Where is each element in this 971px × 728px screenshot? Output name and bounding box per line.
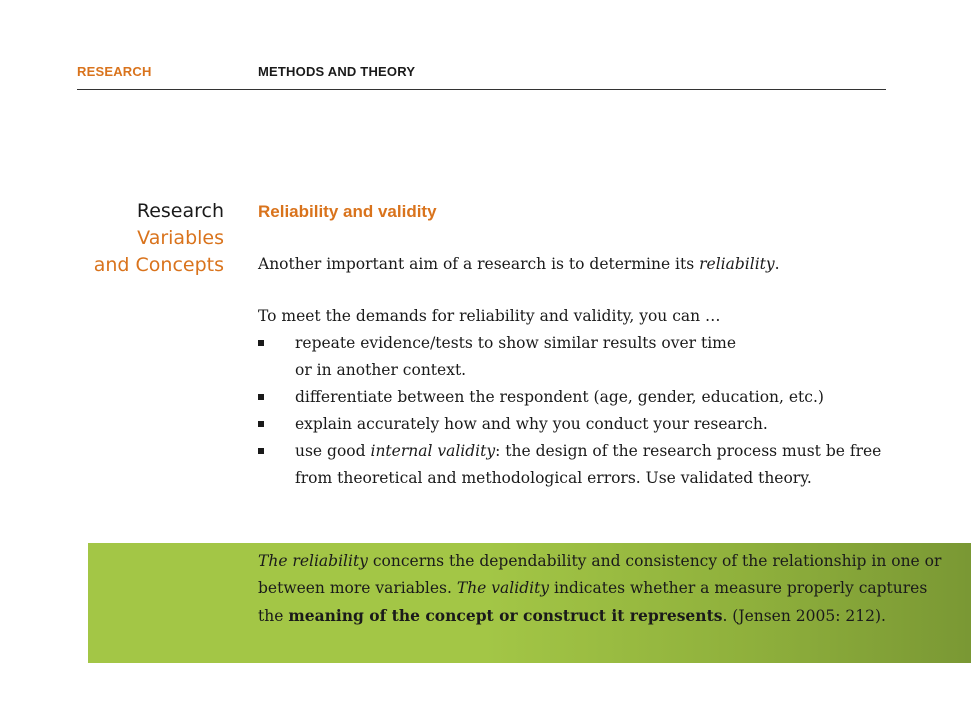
paragraph-demands: To meet the demands for reliability and validity, you can … (258, 307, 721, 325)
list-item (258, 411, 948, 438)
list-item (258, 384, 948, 411)
quote-text: concerns the dependability and consistency of the relationship in one or between more variables. (258, 552, 942, 597)
list-item-text: explain accurately how and why you conduct your research. (295, 415, 768, 433)
quote-emphasis-validity: The validity (456, 579, 550, 597)
main-content (258, 198, 948, 492)
list-item-text: repeate evidence/tests to show similar results over time (295, 334, 737, 352)
list-item-text-continued: from theoretical and methodological errors. Use validated theory. (295, 469, 812, 487)
list-item-text (295, 438, 948, 465)
quote-citation: . (Jensen 2005: 212). (722, 607, 886, 625)
square-bullet-icon (258, 394, 264, 400)
paragraph-text: Another important aim of a research is to determine its (258, 255, 700, 273)
quote-emphasis-reliability: The reliability (258, 552, 368, 570)
square-bullet-icon (258, 340, 264, 346)
square-bullet-icon (258, 421, 264, 427)
quote-block (258, 548, 948, 630)
header-title: METHODS AND THEORY (258, 64, 416, 79)
quote-text: indicates whether a measure properly captures the (258, 579, 928, 625)
header-divider (77, 89, 886, 90)
square-bullet-icon (258, 448, 264, 454)
header-section-label: RESEARCH (77, 64, 152, 79)
list-item-text-post: : the design of the research process must be free (495, 442, 882, 460)
bullet-list (258, 330, 948, 492)
list-item-text: differentiate between the respondent (age, gender, education, etc.) (295, 388, 824, 406)
list-item-text-pre: use good (295, 442, 371, 460)
slide-title: Reliability and validity (258, 202, 437, 221)
paragraph-emphasis: reliability (699, 255, 775, 273)
list-item-text-continued: or in another context. (295, 361, 467, 379)
paragraph-text-end: . (774, 255, 780, 273)
sidebar-line-1: Research (136, 200, 224, 222)
paragraph-reliability (258, 251, 948, 278)
sidebar-line-2: Variables (137, 227, 224, 249)
list-item (258, 438, 948, 492)
quote-bold-phrase: meaning of the concept or construct it represents (288, 606, 723, 625)
list-item-emphasis: internal validity (370, 442, 496, 460)
sidebar-heading (94, 198, 224, 279)
sidebar-line-3: and Concepts (93, 254, 224, 276)
list-item (258, 330, 948, 384)
